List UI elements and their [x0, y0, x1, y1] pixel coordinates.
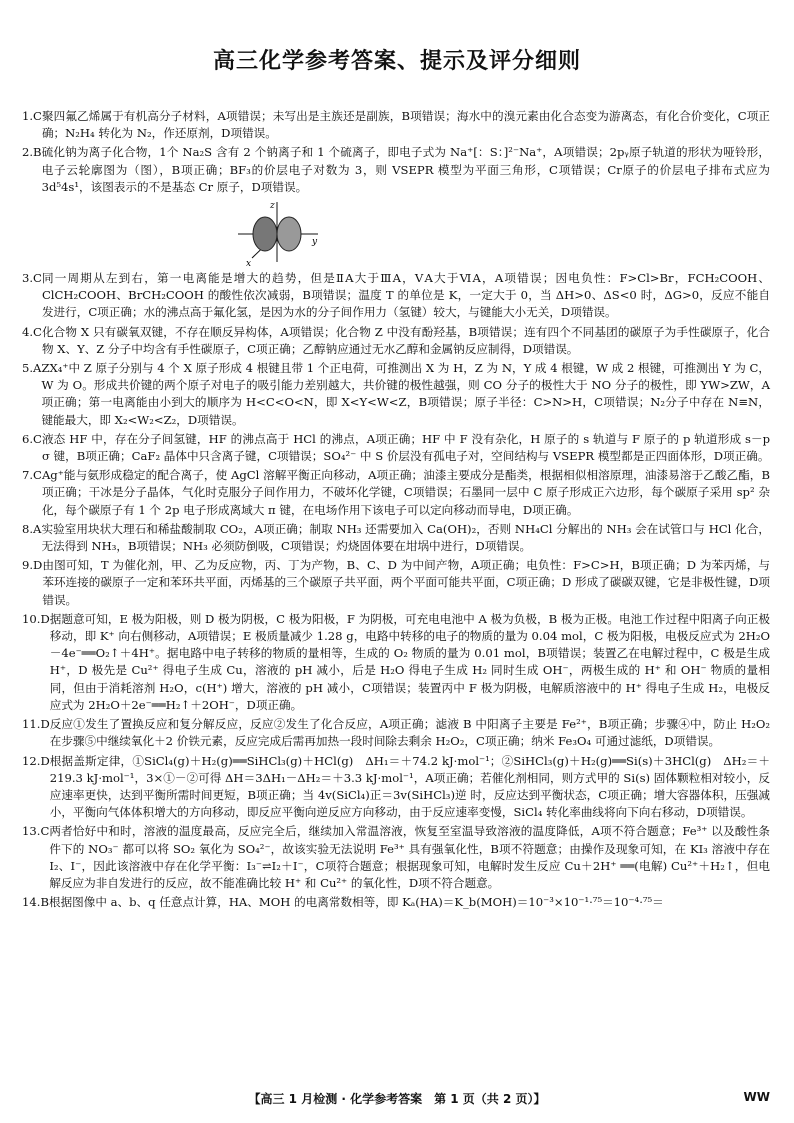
answer-number: 4.C [22, 324, 42, 339]
answer-number: 14.B [22, 895, 49, 910]
answer-text: 根据图像中 a、b、q 任意点计算，HA、MOH 的电离常数相等，即 Kₐ(HA)＝K_b(MOH)＝10⁻³×10⁻¹·⁷⁵＝10⁻⁴·⁷⁵＝ [48, 895, 664, 910]
answer-text: ZX₄⁺中 Z 原子分别与 4 个 X 原子形成 4 根键且带 1 个正电荷，可推测出 X 为 H，Z 为 N，Y 成 4 根键，W 成 2 根键，可推测出 Y 为 C，W 为 O。形成共价键的两个原子对电子的吸引能力差别越大，共价键的极性越强，则 CO 分子的极性大于 NO 分子的极性，即 YW>ZW，A项正确；第一电离能由小到大的顺序为 H<C<O<N，即 X<Y<W<Z，B项错误；原子半径：C>N>H，C项错误；N₂分子中存在 N≡N，键能最大，即 X₂<W₂<Z₂，D项错误。 [41, 361, 770, 427]
answer-number: 6.C [22, 431, 42, 446]
answer-text: 硫化钠为离子化合物，1个 Na₂S 含有 2 个钠离子和 1 个硫离子，即电子式为 Na⁺[：S：]²⁻Na⁺，A项错误；2pᵧ原子轨道的形状为哑铃形，电子云轮廓图为（图），B项正确；BF₃的价层电子对数为 3，则 VSEPR 模型为平面三角形，C项错误；Cr原子的价层电子排布式应为 3d⁵4s¹，该图表示的不是基态 Cr 原子，D项错误。 [41, 145, 770, 194]
answer-text: 反应①发生了置换反应和复分解反应，反应②发生了化合反应，A项正确；滤液 B 中阳离子主要是 Fe²⁺，B项正确；步骤④中，防止 H₂O₂ 在步骤⑤中继续氧化＋2 价铁元素，反应完成后需再加热一段时间除去剩余 H₂O₂，C项正确；纳米 Fe₃O₄ 可通过滤纸，D项错误。 [49, 717, 770, 749]
answer-number: 13.C [22, 824, 50, 839]
answer-item [22, 431, 770, 465]
answer-number: 5.A [22, 361, 42, 376]
p-orbital-diagram [232, 198, 322, 268]
answer-text: 根据盖斯定律，①SiCl₄(g)＋H₂(g)══SiHCl₃(g)＋HCl(g) ΔH₁＝＋74.2 kJ·mol⁻¹；②SiHCl₃(g)＋H₂(g)══Si(s)＋3HCl(g) ΔH₂＝＋219.3 kJ·mol⁻¹，3×①－②可得 ΔH＝3ΔH₁－ΔH₂＝＋3.3 kJ·mol⁻¹，A项正确；若催化剂相同，则方式甲的 Si(s) 固体颗粒相对较小，反应速率更快，达到平衡所需时间更短，B项正确；当 4v(SiCl₄)正＝3v(SiHCl₃)逆 时，反应达到平衡状态，C项正确；增大容器体积，压强减小，平衡向气体体积增大的方向移动，即反应平衡向逆反应方向移动，由于反应速率变慢，SiCl₄ 转化率曲线将向下向右移动，D项错误。 [49, 753, 770, 820]
answer-number: 7.C [22, 468, 42, 483]
answer-text: 液态 HF 中，存在分子间氢键，HF 的沸点高于 HCl 的沸点，A项正确；HF 中 F 没有杂化，H 原子的 s 轨道与 F 原子的 p 轨道形成 s－p σ 键，B项正确；CaF₂ 晶体中只含离子键，C项错误；SO₄²⁻ 中 S 价层没有孤电子对，空间结构与 VSEPR 模型都是正四面体形，D项正确。 [41, 431, 770, 464]
answer-item [22, 557, 770, 609]
answer-text: 由图可知，T 为催化剂，甲、乙为反应物，丙、丁为产物，B、C、D 为中间产物，A项正确；电负性：F>C>H，B项正确；D 为苯丙烯，与苯环连接的碳原子一定和苯环共平面，丙烯基的三个碳原子共平面，两个平面可能共平面，C项正确；D 形成了碳碳双键，它是非极性键，D项错误。 [42, 558, 770, 607]
answer-item [22, 270, 770, 322]
answer-number: 11.D [22, 717, 50, 732]
z-axis-label: z [270, 201, 275, 212]
answer-text: 同一周期从左到右，第一电离能是增大的趋势，但是ⅡA大于ⅢA，ⅤA大于ⅥA，A项错误；因电负性：F>Cl>Br，FCH₂COOH、ClCH₂COOH、BrCH₂COOH 的酸性依次减弱，B项错误；温度 T 的单位是 K，一定大于 0，当 ΔH>0、ΔS<0 时，ΔG>0，反应不能自发进行，C项正确；水的沸点高于氟化氢，是因为水的分子间作用力（氢键）较大，与键能大小无关，D项错误。 [41, 271, 770, 320]
answer-text: 聚四氟乙烯属于有机高分子材料，A项错误；未写出是主族还是副族，B项错误；海水中的溴元素由化合态变为游离态，有化合价变化，C项正确；N₂H₄ 转化为 N₂，作还原剂，D项错误。 [41, 109, 770, 141]
answer-item [22, 108, 770, 142]
answer-list [22, 108, 770, 913]
answer-item [22, 753, 770, 822]
page-footer [0, 1090, 794, 1110]
answer-item [22, 467, 770, 519]
answer-number: 2.B [22, 145, 42, 160]
answer-item [22, 144, 770, 196]
answer-number: 8.A [22, 521, 42, 536]
answer-number: 12.D [22, 753, 50, 768]
answer-item [22, 894, 770, 911]
y-axis-label: y [312, 237, 318, 248]
answer-text: 两者恰好中和时，溶液的温度最高，反应完全后，继续加入常温溶液，恢复至室温导致溶液的温度降低，A项不符合题意；Fe³⁺ 以及酸性条件下的 NO₃⁻ 都可以将 SO₂ 氧化为 SO₄²⁻，故该实验无法说明 Fe³⁺ 具有强氧化性，B项不符题意；由操作及现象可知，在 KI₃ 溶液中存在 I₂、I⁻，因此该溶液中存在化学平衡：I₃⁻⇌I₂＋I⁻，C项符合题意；根据现象可知，电解时发生反应 Cu＋2H⁺ ══(电解) Cu²⁺＋H₂↑，但电解反应为非自发进行的反应，故不能准确比较 H⁺ 和 Cu²⁺ 的氧化性，D项不符合题意。 [49, 824, 770, 890]
answer-item [22, 823, 770, 892]
answer-text: 化合物 X 只有碳氧双键，不存在顺反异构体，A项错误；化合物 Z 中没有酚羟基，B项错误；连有四个不同基团的碳原子为手性碳原子，化合物 X、Y、Z 分子中均含有手性碳原子，C项正确；乙醇钠应通过无水乙醇和金属钠反应制得，D项错误。 [41, 324, 770, 356]
answer-number: 9.D [22, 558, 43, 573]
answer-item [22, 521, 770, 555]
answer-item [22, 611, 770, 714]
answer-item [22, 324, 770, 358]
x-axis-label: x [246, 259, 252, 269]
answer-item [22, 360, 770, 429]
answer-text: 据题意可知，E 极为阳极，则 D 极为阴极，C 极为阳极，F 为阴极，可充电电池中 A 极为负极，B 极为正极。电池工作过程中阳离子向正极移动，即 K⁺ 向右侧移动，A项错误；E 极质量减少 1.28 g，电路中转移的电子的物质的量为 0.04 mol，C 极为阳极，电极反应式为 2H₂O－4e⁻══O₂↑＋4H⁺。据电路中电子转移的物质的量相等，生成的 O₂ 物质的量为 0.01 mol，B项错误；装置乙在电解过程中，C 极是生成 H⁺，D 极先是 Cu²⁺ 得电子生成 Cu，溶液的 pH 减小，后是 H₂O 得电子生成 H₂ 同时生成 OH⁻，两极生成的 H⁺ 和 OH⁻ 物质的量相同，但由于消耗溶剂 H₂O，c(H⁺) 增大，溶液的 pH 减小，C项错误；装置丙中 F 极为阴极，电解质溶液中的 H⁺ 得电子生成 H₂，电极反应式为 2H₂O＋2e⁻══H₂↑＋2OH⁻，D项正确。 [49, 611, 770, 712]
answer-text: Ag⁺能与氨形成稳定的配合离子，使 AgCl 溶解平衡正向移动，A项正确；油漆主要成分是酯类，根据相似相溶原理，油漆易溶于乙酸乙酯，B项正确；干冰是分子晶体，气化时克服分子间作用力，不破坏化学键，C项错误；石墨同一层中 C 原子形成正六边形，每个碳原子采用 sp² 杂化，每个碳原子有 1 个 2p 电子形成离域大 π 键，在电场作用下该电子可以定向移动而导电，D项正确。 [41, 468, 770, 517]
answer-item [22, 716, 770, 750]
answer-number: 3.C [22, 271, 42, 286]
answer-number: 1.C [22, 109, 42, 123]
footer-page-info: 【高三 1 月检测 · 化学参考答案 第 1 页（共 2 页）】 [248, 1092, 546, 1106]
answer-number: 10.D [22, 611, 50, 626]
answer-text: 实验室用块状大理石和稀盐酸制取 CO₂，A项正确；制取 NH₃ 还需要加入 Ca(OH)₂，否则 NH₄Cl 分解出的 NH₃ 会在试管口与 HCl 化合，无法得到 NH₃，B项错误；NH₃ 必须防倒吸，C项错误；灼烧固体要在坩埚中进行，D项错误。 [41, 521, 770, 554]
page-title: 高三化学参考答案、提示及评分细则 [212, 49, 581, 74]
footer-code: WW [743, 1090, 770, 1104]
